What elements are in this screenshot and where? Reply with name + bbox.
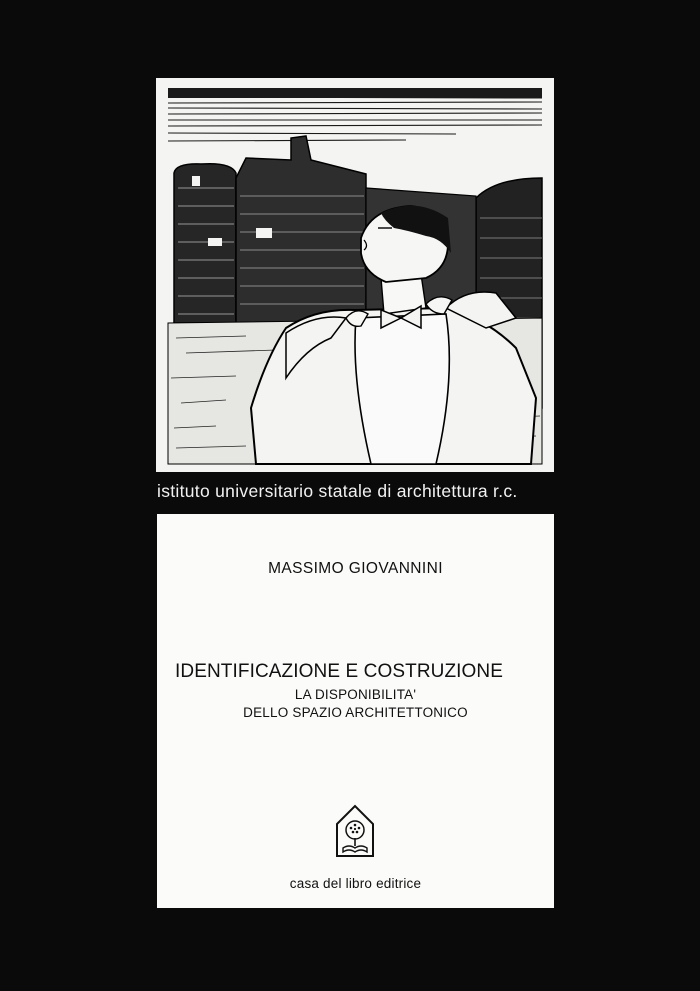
illustration-drawing [156,78,554,472]
book-title: IDENTIFICAZIONE E COSTRUZIONE [175,661,504,682]
institute-label: istituto universitario statale di architettura r.c. [157,481,518,501]
cover-text-panel [157,514,554,908]
publisher-name: casa del libro editrice [289,876,422,891]
book-subtitle-line1: LA DISPONIBILITA' [294,687,417,702]
castle-and-man-illustration [156,78,554,472]
house-tree-book-logo-icon [335,804,375,863]
book-subtitle-line2: DELLO SPAZIO ARCHITETTONICO [243,705,468,720]
author-name: MASSIMO GIOVANNINI [268,560,443,577]
